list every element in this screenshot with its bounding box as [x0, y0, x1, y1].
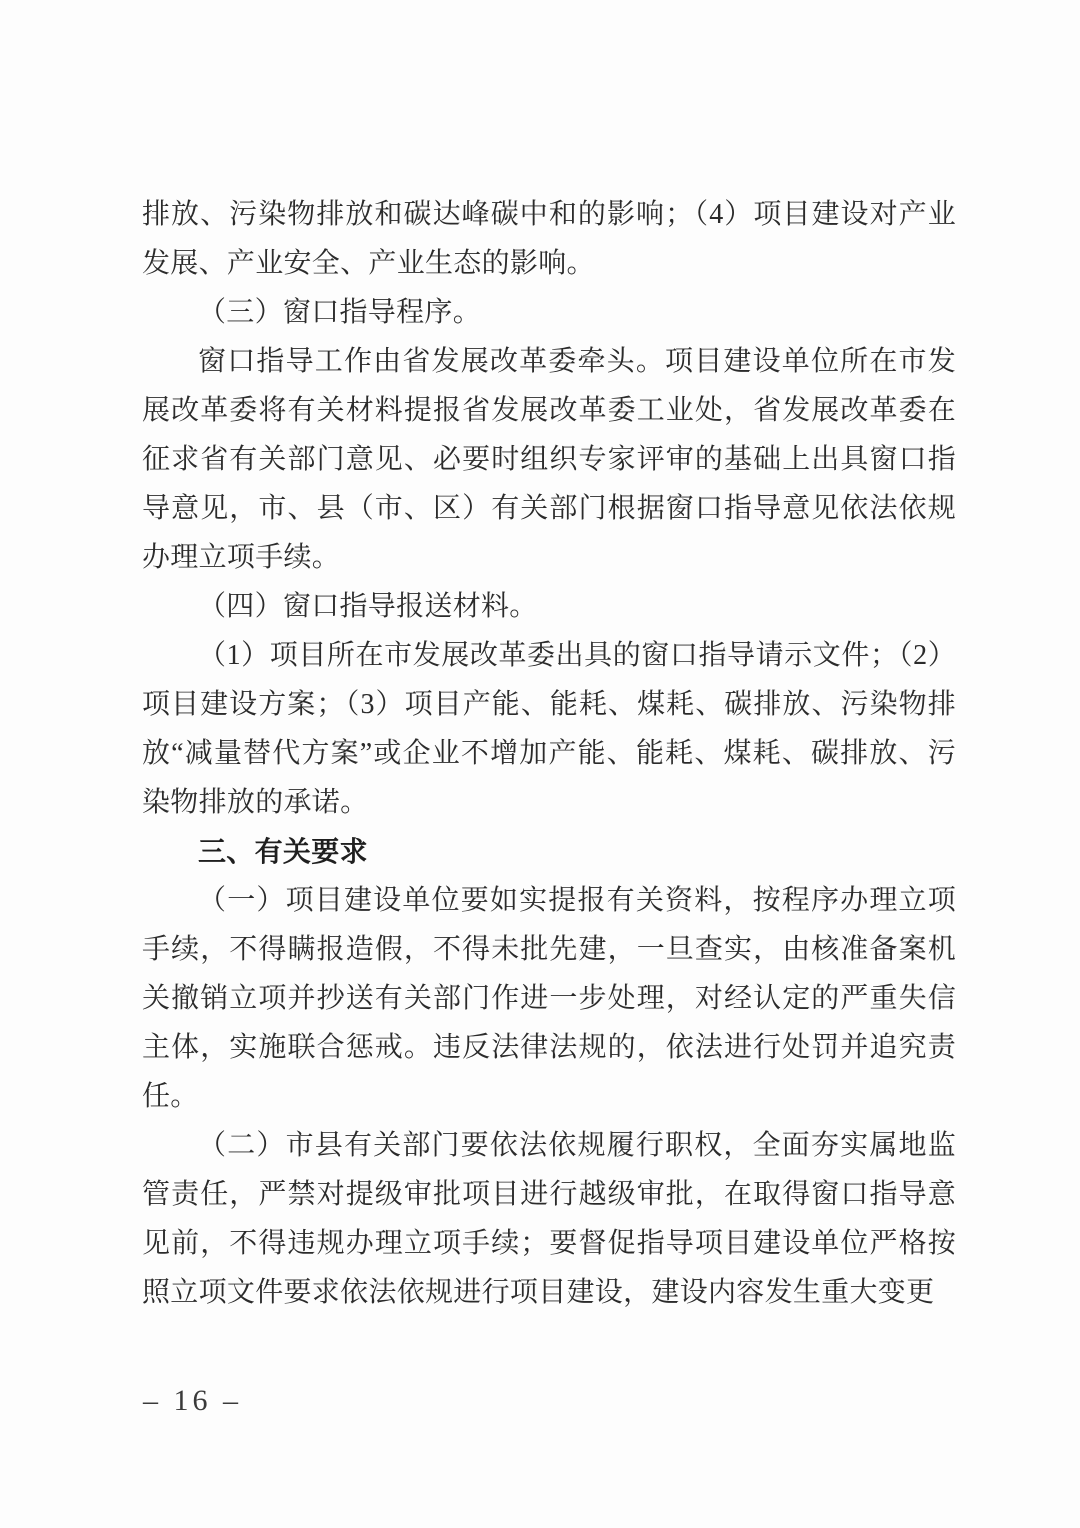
paragraph-continuation-impacts: 排放、污染物排放和碳达峰碳中和的影响；（4）项目建设对产业发展、产业安全、产业生态的影响。 [142, 199, 956, 279]
page-number: – 16 – [143, 1384, 242, 1417]
paragraph-window-guidance-materials: （1）项目所在市发展改革委出具的窗口指导请示文件；（2）项目建设方案；（3）项目产能、能耗、煤耗、碳排放、污染物排放“减量替代方案”或企业不增加产能、能耗、煤耗、碳排放、污染物排放的承诺。 [142, 640, 956, 818]
subsection-heading-window-guidance-procedure: （三）窗口指导程序。 [198, 297, 482, 328]
subsection-heading-window-guidance-materials: （四）窗口指导报送材料。 [198, 591, 538, 622]
document-body [142, 190, 956, 1317]
section-heading-requirements: 三、有关要求 [198, 836, 368, 867]
paragraph-requirement-one: （一）项目建设单位要如实提报有关资料，按程序办理立项手续，不得瞒报造假，不得未批先建，一旦查实，由核准备案机关撤销立项并抄送有关部门作进一步处理，对经认定的严重失信主体，实施联合惩戒。违反法律法规的，依法进行处罚并追究责任。 [142, 885, 956, 1112]
paragraph-requirement-two: （二）市县有关部门要依法依规履行职权，全面夯实属地监管责任，严禁对提级审批项目进行越级审批，在取得窗口指导意见前，不得违规办理立项手续；要督促指导项目建设单位严格按照立项文件要求依法依规进行项目建设，建设内容发生重大变更 [142, 1130, 956, 1308]
paragraph-window-guidance-procedure: 窗口指导工作由省发展改革委牵头。项目建设单位所在市发展改革委将有关材料提报省发展改革委工业处，省发展改革委在征求省有关部门意见、必要时组织专家评审的基础上出具窗口指导意见，市、县（市、区）有关部门根据窗口指导意见依法依规办理立项手续。 [142, 346, 956, 573]
